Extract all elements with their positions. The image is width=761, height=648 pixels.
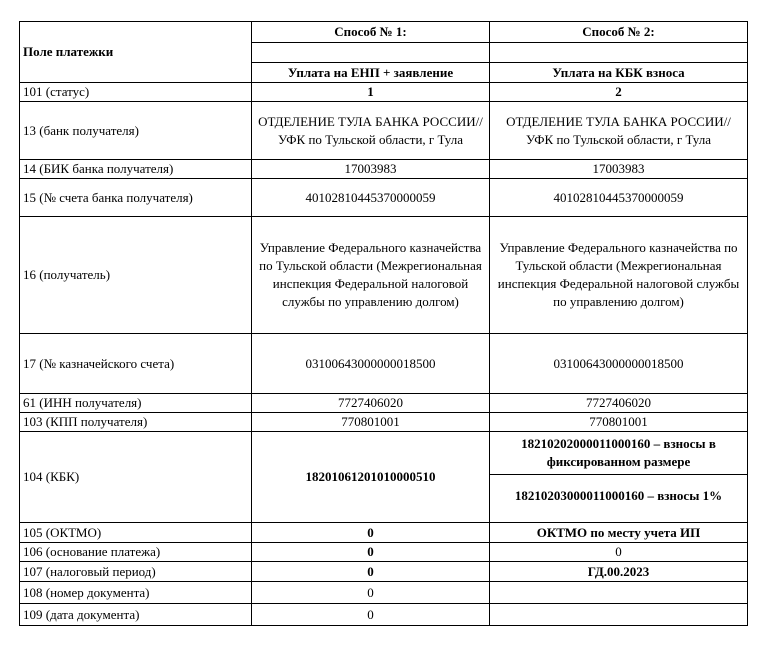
method1-value: 1 — [252, 83, 490, 102]
method2-kbk-fixed: 18210202000011000160 – взносы в фиксированном размере — [490, 432, 748, 475]
method2-subtitle: Уплата на КБК взноса — [490, 63, 748, 83]
method1-subtitle: Уплата на ЕНП + заявление — [252, 63, 490, 83]
method1-value: Управление Федерального казначейства по Тульской области (Межрегиональная инспекция Федеральной налоговой службы по управлению долгом) — [252, 217, 490, 334]
field-label: 101 (статус) — [20, 83, 252, 102]
method1-value: 0 — [252, 562, 490, 582]
method2-title: Способ № 2: — [490, 22, 748, 43]
table-row — [20, 582, 748, 604]
method1-value: 7727406020 — [252, 394, 490, 413]
table-row — [20, 102, 748, 160]
field-label: 61 (ИНН получателя) — [20, 394, 252, 413]
field-column-header: Поле платежки — [20, 22, 252, 83]
field-label: 16 (получатель) — [20, 217, 252, 334]
field-label: 17 (№ казначейского счета) — [20, 334, 252, 394]
method1-value: ОТДЕЛЕНИЕ ТУЛА БАНКА РОССИИ//УФК по Тульской области, г Тула — [252, 102, 490, 160]
table-row — [20, 217, 748, 334]
field-label: 108 (номер документа) — [20, 582, 252, 604]
method2-value: ГД.00.2023 — [490, 562, 748, 582]
table-row — [20, 83, 748, 102]
method2-value: 770801001 — [490, 413, 748, 432]
method2-spacer — [490, 43, 748, 63]
method1-value: 0 — [252, 604, 490, 626]
table-row — [20, 179, 748, 217]
method2-value: Управление Федерального казначейства по Тульской области (Межрегиональная инспекция Федеральной налоговой службы по управлению долгом) — [490, 217, 748, 334]
table-row — [20, 523, 748, 543]
field-label: 106 (основание платежа) — [20, 543, 252, 562]
method2-value: 17003983 — [490, 160, 748, 179]
payment-fields-table — [19, 21, 748, 626]
method2-value: 2 — [490, 83, 748, 102]
header-row-titles — [20, 22, 748, 43]
method1-value: 40102810445370000059 — [252, 179, 490, 217]
method1-value: 0 — [252, 523, 490, 543]
method1-value: 18201061201010000510 — [252, 432, 490, 523]
table-row — [20, 413, 748, 432]
method1-value: 770801001 — [252, 413, 490, 432]
field-label: 109 (дата документа) — [20, 604, 252, 626]
method2-value: 40102810445370000059 — [490, 179, 748, 217]
method1-value: 0 — [252, 582, 490, 604]
method2-value: ОКТМО по месту учета ИП — [490, 523, 748, 543]
table-row — [20, 334, 748, 394]
method1-title: Способ № 1: — [252, 22, 490, 43]
table-row — [20, 394, 748, 413]
field-label: 14 (БИК банка получателя) — [20, 160, 252, 179]
field-label: 13 (банк получателя) — [20, 102, 252, 160]
field-label: 107 (налоговый период) — [20, 562, 252, 582]
table-row — [20, 604, 748, 626]
field-label: 104 (КБК) — [20, 432, 252, 523]
table-row — [20, 562, 748, 582]
method2-value: ОТДЕЛЕНИЕ ТУЛА БАНКА РОССИИ//УФК по Тульской области, г Тула — [490, 102, 748, 160]
method2-kbk-percent: 18210203000011000160 – взносы 1% — [490, 475, 748, 523]
field-label: 103 (КПП получателя) — [20, 413, 252, 432]
method2-value: 7727406020 — [490, 394, 748, 413]
table-row — [20, 543, 748, 562]
method1-value: 17003983 — [252, 160, 490, 179]
table-row — [20, 160, 748, 179]
method1-value: 0 — [252, 543, 490, 562]
method1-spacer — [252, 43, 490, 63]
method1-value: 03100643000000018500 — [252, 334, 490, 394]
method2-value — [490, 582, 748, 604]
method2-value — [490, 604, 748, 626]
field-label: 15 (№ счета банка получателя) — [20, 179, 252, 217]
table-row — [20, 432, 748, 475]
field-label: 105 (ОКТМО) — [20, 523, 252, 543]
method2-value: 03100643000000018500 — [490, 334, 748, 394]
method2-value: 0 — [490, 543, 748, 562]
